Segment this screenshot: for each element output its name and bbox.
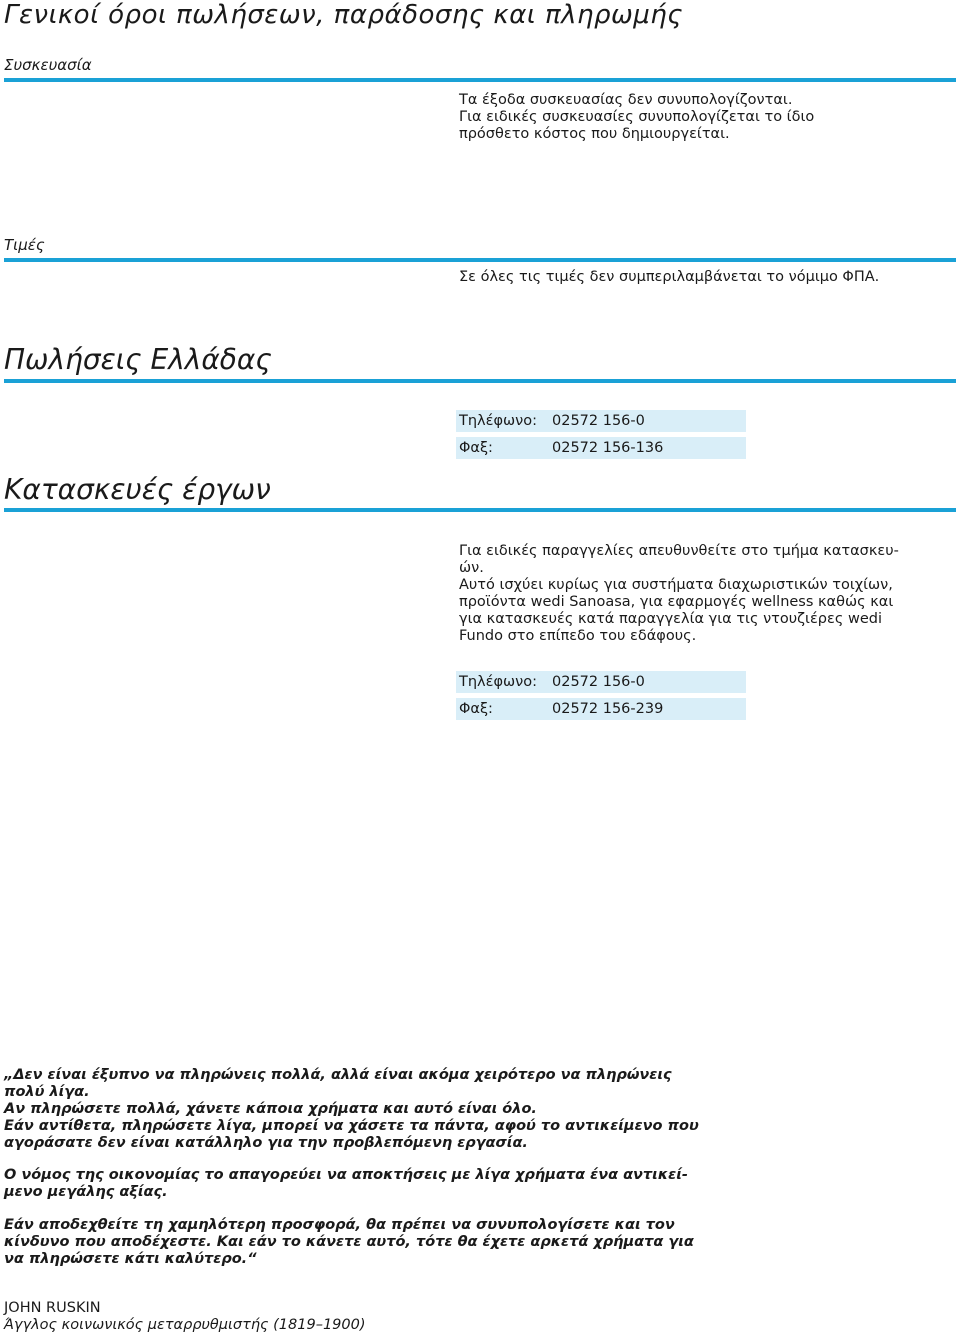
quote-author-description: Άγγλος κοινωνικός μεταρρυθμιστής (1819–1900) bbox=[4, 1317, 366, 1333]
projects-phone-row bbox=[456, 671, 746, 693]
sales-phone-label: Τηλέφωνο: bbox=[459, 413, 538, 429]
projects-para2-line: Fundo στο επίπεδο του εδάφους. bbox=[459, 628, 697, 644]
projects-para1-line: ών. bbox=[459, 560, 484, 576]
quote-author: JOHN RUSKIN bbox=[4, 1300, 101, 1316]
projects-phone-label: Τηλέφωνο: bbox=[459, 674, 538, 690]
prices-divider bbox=[4, 258, 956, 262]
page-title: Γενικοί όροι πωλήσεων, παράδοσης και πληρωμής bbox=[4, 0, 684, 30]
packaging-divider bbox=[4, 78, 956, 82]
sales-fax-label: Φαξ: bbox=[459, 440, 493, 456]
quote-block-2 bbox=[4, 1167, 704, 1201]
sales-greece-heading: Πωλήσεις Ελλάδας bbox=[4, 343, 272, 376]
projects-para2-line: Αυτό ισχύει κυρίως για συστήματα διαχωριστικών τοιχίων, bbox=[459, 577, 893, 593]
projects-para2-line: προϊόντα wedi Sanoasa, για εφαρμογές wellness καθώς και bbox=[459, 594, 894, 610]
projects-divider bbox=[4, 508, 956, 512]
quote-line: μενο μεγάλης αξίας. bbox=[4, 1184, 168, 1200]
packaging-line: Τα έξοδα συσκευασίας δεν συνυπολογίζονται. bbox=[459, 92, 793, 108]
projects-para2-line: για κατασκευές κατά παραγγελία για τις ντουζιέρες wedi bbox=[459, 611, 882, 627]
sales-fax-value: 02572 156-136 bbox=[552, 440, 664, 456]
projects-text bbox=[459, 543, 929, 645]
sales-greece-divider bbox=[4, 379, 956, 383]
quote-line: Εάν αποδεχθείτε τη χαμηλότερη προσφορά, θα πρέπει να συνυπολογίσετε και τον bbox=[4, 1217, 675, 1233]
packaging-heading: Συσκευασία bbox=[4, 56, 92, 74]
packaging-line: πρόσθετο κόστος που δημιουργείται. bbox=[459, 126, 730, 142]
projects-phone-value: 02572 156-0 bbox=[552, 674, 645, 690]
projects-para1-line: Για ειδικές παραγγελίες απευθυνθείτε στο τμήμα κατασκευ- bbox=[459, 543, 899, 559]
quote-line: να πληρώσετε κάτι καλύτερο.“ bbox=[4, 1251, 257, 1267]
packaging-line: Για ειδικές συσκευασίες συνυπολογίζεται το ίδιο bbox=[459, 109, 815, 125]
quote-block-1 bbox=[4, 1067, 704, 1152]
quote-line: αγοράσατε δεν είναι κατάλληλο για την προβλεπόμενη εργασία. bbox=[4, 1135, 528, 1151]
quote-block-3 bbox=[4, 1217, 704, 1268]
prices-text bbox=[459, 269, 929, 286]
quote-line: Ο νόμος της οικονομίας το απαγορεύει να αποκτήσεις με λίγα χρήματα ένα αντικεί- bbox=[4, 1167, 688, 1183]
prices-heading: Τιμές bbox=[4, 236, 45, 254]
packaging-text bbox=[459, 92, 929, 143]
sales-fax-row bbox=[456, 437, 746, 459]
prices-line: Σε όλες τις τιμές δεν συμπεριλαμβάνεται το νόμιμο ΦΠΑ. bbox=[459, 269, 880, 285]
projects-heading: Κατασκευές έργων bbox=[4, 473, 271, 506]
sales-phone-row bbox=[456, 410, 746, 432]
quote-line: Αν πληρώσετε πολλά, χάνετε κάποια χρήματα και αυτό είναι όλο. bbox=[4, 1101, 537, 1117]
quote-line: Εάν αντίθετα, πληρώσετε λίγα, μπορεί να χάσετε τα πάντα, αφού το αντικείμενο που bbox=[4, 1118, 699, 1134]
sales-phone-value: 02572 156-0 bbox=[552, 413, 645, 429]
quote-line: πολύ λίγα. bbox=[4, 1084, 90, 1100]
projects-fax-row bbox=[456, 698, 746, 720]
projects-fax-label: Φαξ: bbox=[459, 701, 493, 717]
quote-line: „Δεν είναι έξυπνο να πληρώνεις πολλά, αλλά είναι ακόμα χειρότερο να πληρώνεις bbox=[4, 1067, 672, 1083]
projects-fax-value: 02572 156-239 bbox=[552, 701, 664, 717]
quote-line: κίνδυνο που αποδέχεστε. Και εάν το κάνετε αυτό, τότε θα έχετε αρκετά χρήματα για bbox=[4, 1234, 694, 1250]
